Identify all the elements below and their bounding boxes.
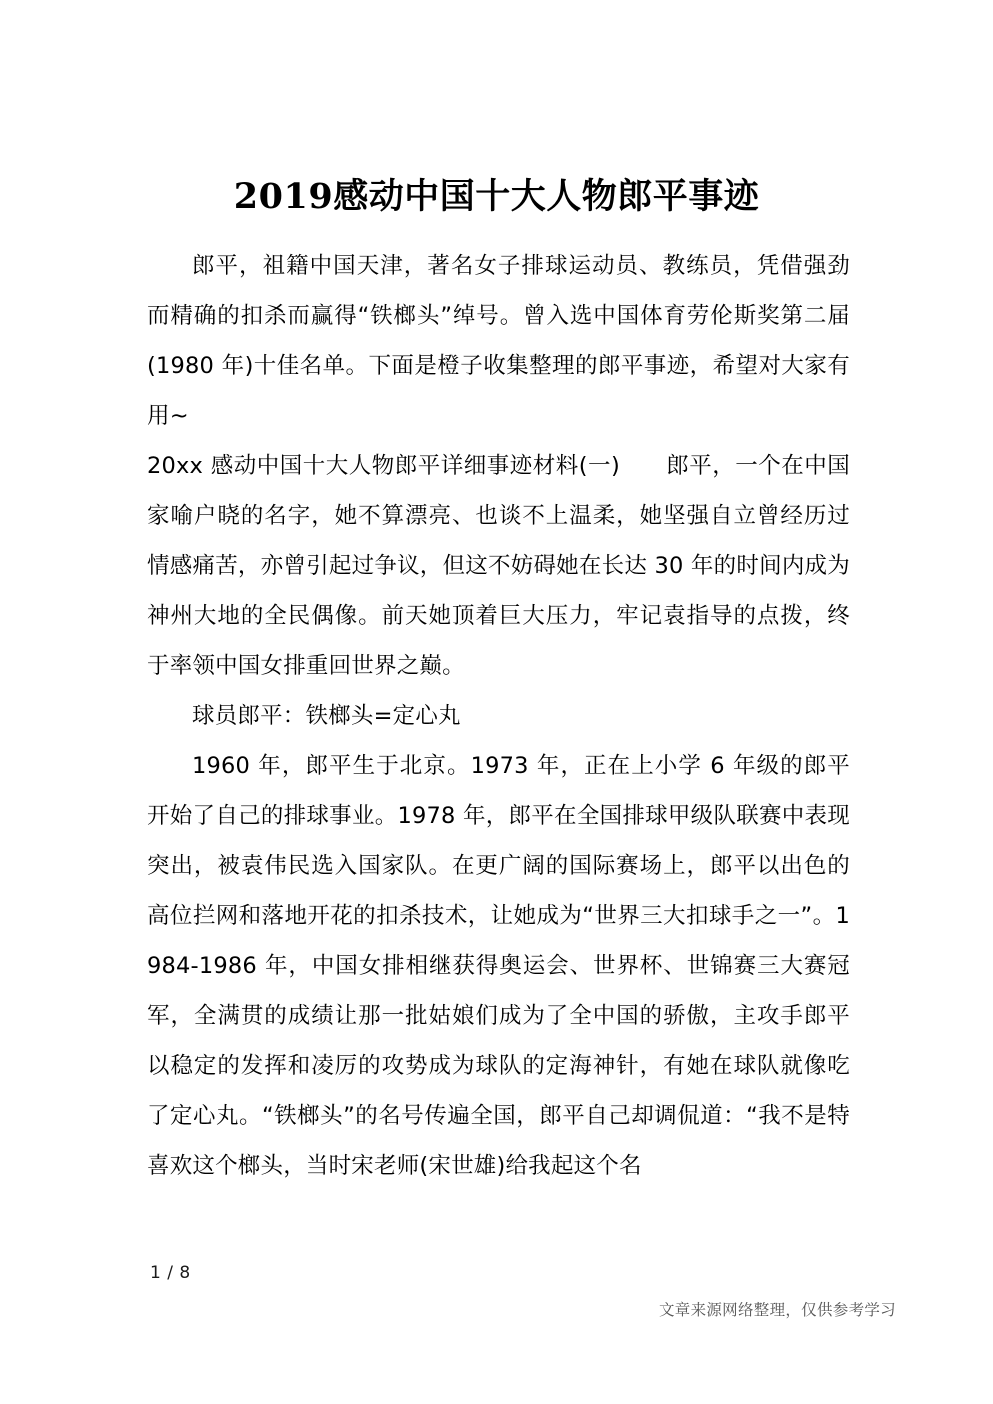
- paragraph-material-one: 20xx 感动中国十大人物郎平详细事迹材料(一) 郎平，一个在中国家喻户晓的名字，她不算漂亮、也谈不上温柔，她坚强自立曾经历过情感痛苦，亦曾引起过争议，但这不妨碍她在长达 30 年的时间内成为神州大地的全民偶像。前天她顶着巨大压力，牢记袁指导的点拨，终于率领中国女排重回世界之巅。: [147, 453, 850, 679]
- document-body: [147, 241, 850, 1191]
- paragraph-subheading-player: 球员郎平：铁榔头=定心丸: [192, 703, 461, 729]
- page-title: 2019感动中国十大人物郎平事迹: [233, 176, 760, 218]
- page-number: 1 / 8: [150, 1263, 191, 1283]
- source-watermark: 文章来源网络整理，仅供参考学习: [658, 1301, 896, 1319]
- paragraph-intro: 郎平，祖籍中国天津，著名女子排球运动员、教练员，凭借强劲而精确的扣杀而赢得“铁榔头”绰号。曾入选中国体育劳伦斯奖第二届(1980 年)十佳名单。下面是橙子收集整理的郎平事迹，希望对大家有用~: [147, 253, 850, 429]
- paragraph-career-history: 1960 年，郎平生于北京。1973 年，正在上小学 6 年级的郎平开始了自己的排球事业。1978 年，郎平在全国排球甲级队联赛中表现突出，被袁伟民选入国家队。在更广阔的国际赛场上，郎平以出色的高位拦网和落地开花的扣杀技术，让她成为“世界三大扣球手之一”。1984-1986 年，中国女排相继获得奥运会、世界杯、世锦赛三大赛冠军，全满贯的成绩让那一批姑娘们成为了全中国的骄傲，主攻手郎平以稳定的发挥和凌厉的攻势成为球队的定海神针，有她在球队就像吃了定心丸。“铁榔头”的名号传遍全国，郎平自己却调侃道：“我不是特喜欢这个榔头，当时宋老师(宋世雄)给我起这个名: [147, 753, 850, 1179]
